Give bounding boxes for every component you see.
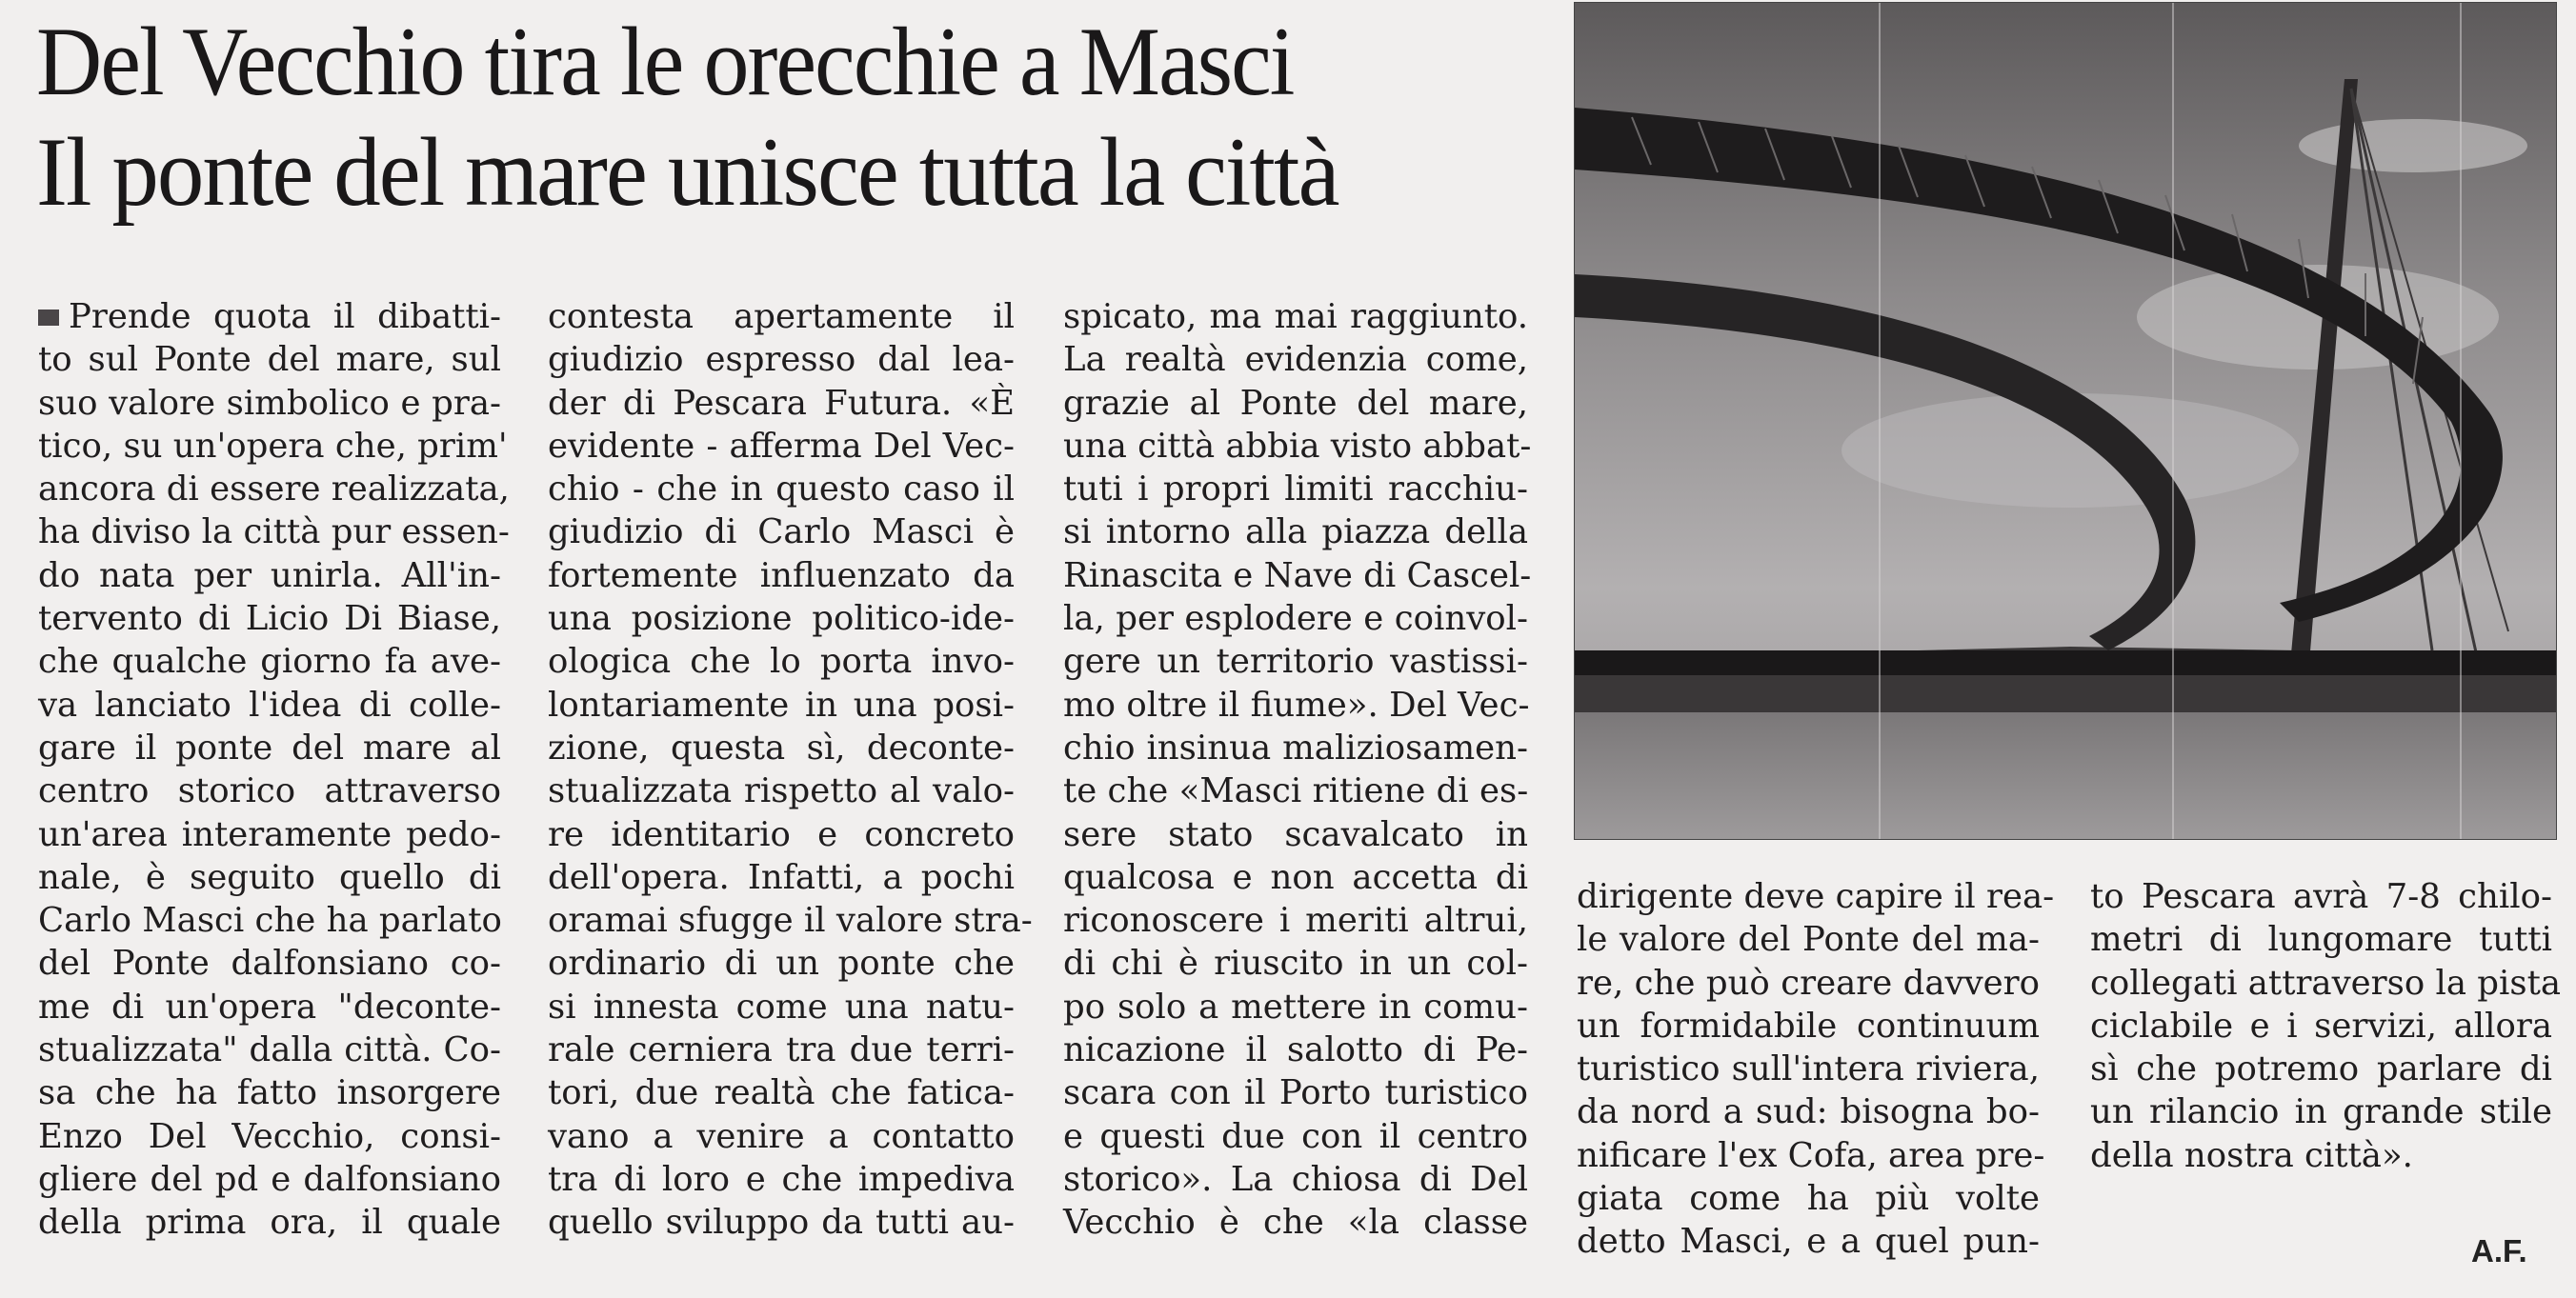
article-line: sa che ha fatto insorgere <box>38 1073 501 1113</box>
article-line: da nord a sud: bisogna bo- <box>1577 1092 2040 1132</box>
article-line: lontariamente in una posi- <box>548 685 1015 725</box>
article-column-1 <box>38 295 510 1245</box>
article-column-4 <box>1577 875 2055 1264</box>
article-line: qualcosa e non accetta di <box>1063 857 1528 897</box>
article-line: sì che potremo parlare di <box>2090 1049 2552 1089</box>
article-line: giudizio di Carlo Masci è <box>548 512 1015 552</box>
article-line: di chi è riuscito in un col- <box>1063 944 1528 984</box>
article-line: te che «Masci ritiene di es- <box>1063 771 1529 811</box>
article-line: rale cerniera tra due terri- <box>548 1030 1015 1070</box>
article-line: der di Pescara Futura. «È <box>548 383 1015 423</box>
article-line: stualizzata" dalla città. Co- <box>38 1030 501 1070</box>
article-line: ancora di essere realizzata, <box>38 469 510 509</box>
article-line: po solo a mettere in comu- <box>1063 987 1528 1027</box>
article-line: fortemente influenzato da <box>548 555 1015 595</box>
article-line: gere un territorio vastissi- <box>1063 642 1528 682</box>
article-line: Vecchio è che «la classe <box>1063 1203 1528 1243</box>
article-line: una posizione politico-ide- <box>548 599 1015 639</box>
article-line: re identitario e concreto <box>548 814 1015 854</box>
article-line-text: Prende quota il dibatti- <box>69 297 501 336</box>
article-line: si innesta come una natu- <box>548 987 1015 1027</box>
article-line: La realtà evidenzia come, <box>1063 340 1528 380</box>
article-line: Carlo Masci che ha parlato <box>38 901 502 941</box>
article-line: Rinascita e Nave di Cascel- <box>1063 555 1532 595</box>
article-line: centro storico attraverso <box>38 771 501 811</box>
article-line: grazie al Ponte del mare, <box>1063 383 1528 423</box>
headline-line-1: Del Vecchio tira le orecchie a Masci <box>36 8 1294 116</box>
paragraph-bullet-icon <box>38 310 59 326</box>
article-line: che qualche giorno fa ave- <box>38 642 501 682</box>
article-line: to sul Ponte del mare, sul <box>38 340 501 380</box>
article-line: evidente - afferma Del Vec- <box>548 426 1015 466</box>
article-line: gare il ponte del mare al <box>38 728 501 768</box>
article-line: ha diviso la città pur essen- <box>38 512 510 552</box>
article-line: oramai sfugge il valore stra- <box>548 901 1033 941</box>
article-line: scara con il Porto turistico <box>1063 1073 1528 1113</box>
article-line: va lanciato l'idea di colle- <box>38 685 501 725</box>
bridge-photo-image <box>1575 3 2556 839</box>
article-line: spicato, ma mai raggiunto. <box>1063 297 1528 336</box>
article-line: giudizio espresso dal lea- <box>548 340 1015 380</box>
article-line: tori, due realtà che fatica- <box>548 1073 1015 1113</box>
article-line: tico, su un'opera che, prim' <box>38 426 508 466</box>
article-line: detto Masci, e a quel pun- <box>1577 1222 2040 1262</box>
article-line: turistico sull'intera riviera, <box>1577 1049 2040 1089</box>
article-line: ciclabile e i servizi, allora <box>2090 1006 2552 1046</box>
article-line: tuti i propri limiti racchiu- <box>1063 469 1528 509</box>
article-line: del Ponte dalfonsiano co- <box>38 944 501 984</box>
article-line: una città abbia visto abbat- <box>1063 426 1532 466</box>
article-line: Enzo Del Vecchio, consi- <box>38 1116 501 1156</box>
bridge-photo <box>1574 2 2557 840</box>
article-line: stualizzata rispetto al valo- <box>548 771 1015 811</box>
article-column-2 <box>548 295 1033 1245</box>
article-line: dell'opera. Infatti, a pochi <box>548 857 1015 897</box>
article-line: quello sviluppo da tutti au- <box>548 1203 1015 1243</box>
article-line: gliere del pd e dalfonsiano <box>38 1159 501 1199</box>
article-line: tra di loro e che impediva <box>548 1159 1015 1199</box>
article-line: contesta apertamente il <box>548 297 1015 336</box>
article-line: le valore del Ponte del ma- <box>1577 920 2040 960</box>
author-signature: A.F. <box>2471 1233 2527 1268</box>
article-line: re, che può creare davvero <box>1577 963 2040 1003</box>
article-line: collegati attraverso la pista <box>2090 963 2562 1003</box>
article-line: chio - che in questo caso il <box>548 469 1015 509</box>
article-line: chio insinua maliziosamen- <box>1063 728 1528 768</box>
article-line: un'area interamente pedo- <box>38 814 501 854</box>
article-line: la, per esplodere e coinvol- <box>1063 599 1528 639</box>
article-line: della prima ora, il quale <box>38 1203 501 1243</box>
article-line: un formidabile continuum <box>1577 1006 2040 1046</box>
article-line: ologica che lo porta invo- <box>548 642 1015 682</box>
article-line: mo oltre il fiume». Del Vec- <box>1063 685 1530 725</box>
article-line: nificare l'ex Cofa, area pre- <box>1577 1135 2045 1175</box>
article-line: to Pescara avrà 7-8 chilo- <box>2090 877 2552 916</box>
article-line: tervento di Licio Di Biase, <box>38 599 501 639</box>
article-line: zione, questa sì, deconte- <box>548 728 1015 768</box>
article-line: storico». La chiosa di Del <box>1063 1159 1528 1199</box>
article-line: della nostra città». <box>2090 1135 2413 1175</box>
article-line: me di un'opera "deconte- <box>38 987 501 1027</box>
article-line: nale, è seguito quello di <box>38 857 501 897</box>
article-line: metri di lungomare tutti <box>2090 920 2552 960</box>
article-line: riconoscere i meriti altrui, <box>1063 901 1528 941</box>
article-line: un rilancio in grande stile <box>2090 1092 2552 1132</box>
article-line: ordinario di un ponte che <box>548 944 1015 984</box>
article-column-3 <box>1063 295 1532 1245</box>
article-line: giata come ha più volte <box>1577 1179 2040 1219</box>
article-line <box>38 295 501 338</box>
article-line: do nata per unirla. All'in- <box>38 555 501 595</box>
headline-line-2: Il ponte del mare unisce tutta la città <box>36 118 1338 227</box>
article-line: dirigente deve capire il rea- <box>1577 877 2055 916</box>
article-line: nicazione il salotto di Pe- <box>1063 1030 1528 1070</box>
article-line: e questi due con il centro <box>1063 1116 1528 1156</box>
article-line: si intorno alla piazza della <box>1063 512 1528 552</box>
article-line: sere stato scavalcato in <box>1063 814 1528 854</box>
article-line: suo valore simbolico e pra- <box>38 383 501 423</box>
article-column-5 <box>2090 875 2562 1177</box>
article-line: vano a venire a contatto <box>548 1116 1015 1156</box>
